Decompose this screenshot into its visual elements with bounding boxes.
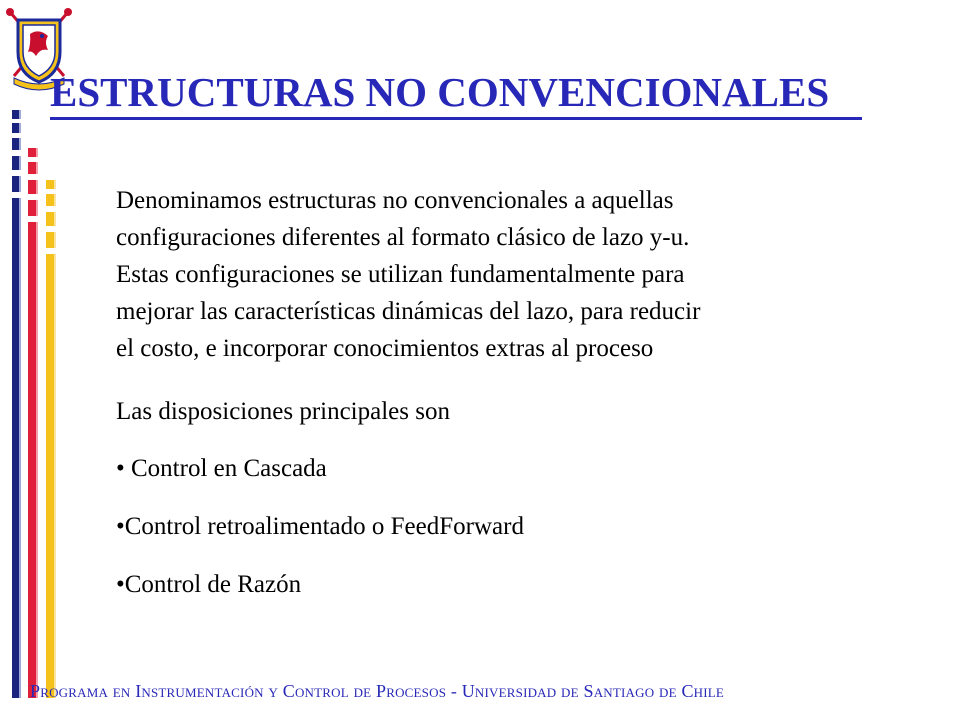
slide-title: ESTRUCTURAS NO CONVENCIONALES bbox=[50, 69, 830, 115]
bullet-item: •Control retroalimentado o FeedForward bbox=[116, 513, 524, 540]
bullet-item: • Control en Cascada bbox=[116, 455, 327, 482]
title-underline bbox=[50, 117, 862, 120]
slide-body bbox=[116, 182, 876, 367]
dispositions-heading: Las disposiciones principales son bbox=[116, 398, 450, 425]
paragraph-line: mejorar las características dinámicas del lazo, para reducir bbox=[116, 298, 701, 325]
paragraph-line: Estas configuraciones se utilizan fundamentalmente para bbox=[116, 261, 685, 288]
paragraph-line: configuraciones diferentes al formato clásico de lazo y-u. bbox=[116, 224, 690, 251]
paragraph-line: el costo, e incorporar conocimientos extras al proceso bbox=[116, 335, 654, 362]
intro-paragraph bbox=[116, 182, 876, 367]
bullet-item: •Control de Razón bbox=[116, 571, 302, 598]
paragraph-line: Denominamos estructuras no convencionales a aquellas bbox=[116, 187, 674, 214]
slide-footer: Programa en Instrumentación y Control de Procesos - Universidad de Santiago de Chile bbox=[30, 681, 725, 701]
